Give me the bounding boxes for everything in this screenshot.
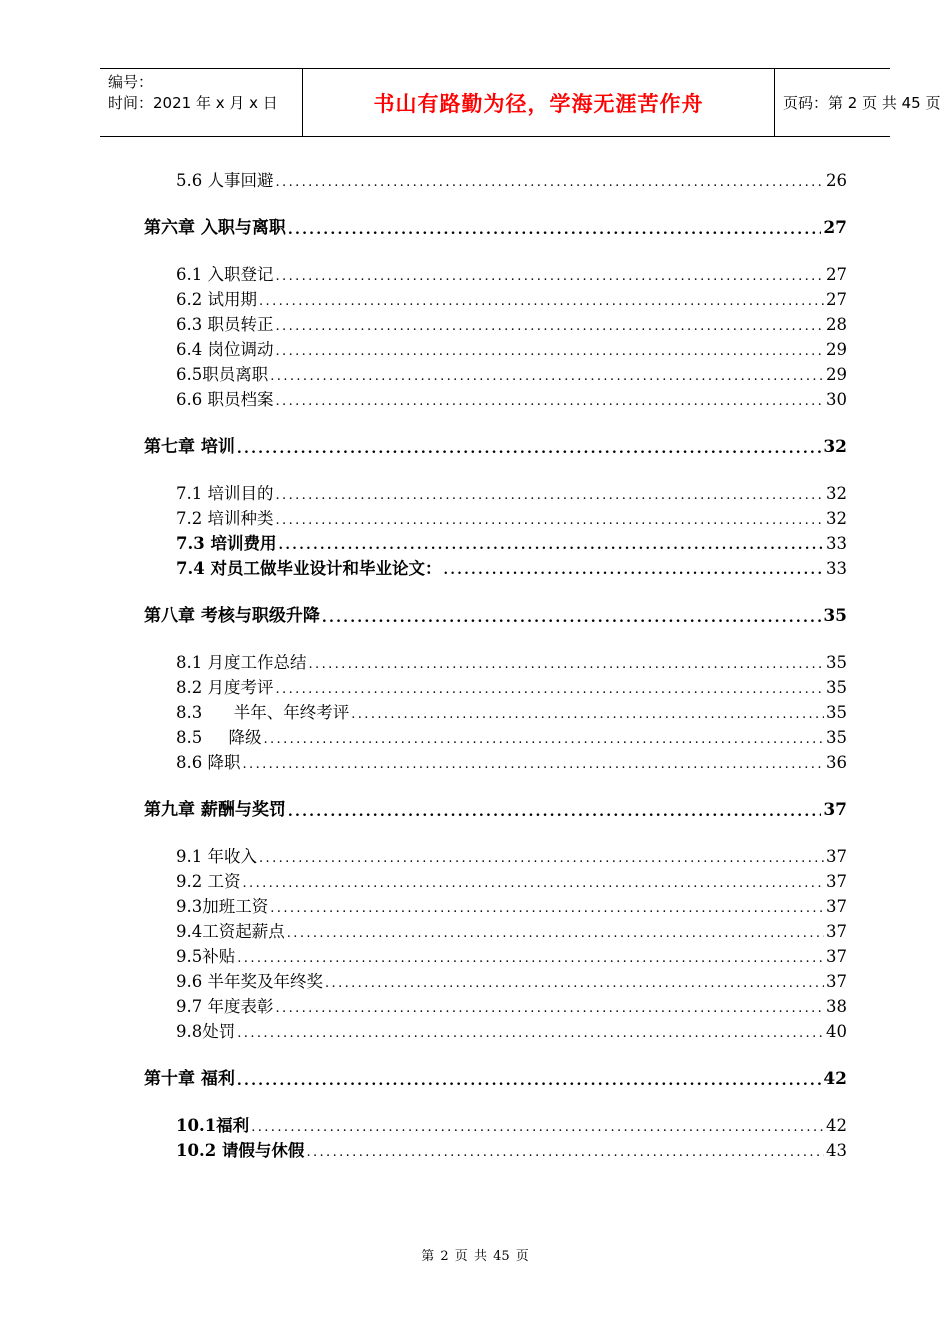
leader-dots bbox=[276, 174, 825, 192]
toc-entry-6-6[interactable] bbox=[176, 389, 847, 411]
toc-chapter-8[interactable] bbox=[144, 605, 847, 627]
toc-entry-label: 7.3 培训费用 bbox=[176, 534, 277, 553]
toc-page-number: 32 bbox=[826, 509, 847, 528]
toc-entry-8-5[interactable] bbox=[176, 727, 847, 749]
toc-entry-label: 9.5补贴 bbox=[176, 947, 236, 966]
page-footer bbox=[0, 1245, 950, 1264]
footer-total-pages: 45 bbox=[493, 1249, 510, 1264]
toc-page-number: 27 bbox=[823, 218, 847, 238]
toc-page-number: 37 bbox=[826, 847, 847, 866]
toc-page-number: 32 bbox=[823, 437, 847, 457]
toc-entry-9-6[interactable] bbox=[176, 971, 847, 993]
header-page-info: 页码：第 2 页 共 45 页 bbox=[783, 94, 941, 112]
toc-entry-label: 9.7 年度表彰 bbox=[176, 997, 274, 1016]
toc-entry-9-1[interactable] bbox=[176, 846, 847, 868]
leader-dots bbox=[287, 925, 824, 943]
leader-dots bbox=[276, 393, 825, 411]
leader-dots bbox=[306, 1144, 824, 1162]
leader-dots bbox=[243, 756, 825, 774]
toc-chapter-7[interactable] bbox=[144, 436, 847, 458]
toc-page-number: 38 bbox=[826, 997, 847, 1016]
toc-page-number: 29 bbox=[826, 365, 847, 384]
toc-entry-label: 7.4 对员工做毕业设计和毕业论文： bbox=[176, 559, 442, 578]
toc-entry-5-6[interactable] bbox=[176, 170, 847, 192]
toc-page-number: 33 bbox=[826, 559, 847, 578]
toc-entry-label: 7.1 培训目的 bbox=[176, 484, 274, 503]
toc-entry-label: 9.1 年收入 bbox=[176, 847, 257, 866]
toc-entry-8-1[interactable] bbox=[176, 652, 847, 674]
date-label: 时间：2021 年 x 月 x 日 bbox=[108, 94, 278, 112]
toc-entry-7-4[interactable] bbox=[176, 558, 847, 580]
toc-entry-8-6[interactable] bbox=[176, 752, 847, 774]
leader-dots bbox=[243, 875, 825, 893]
toc-entry-label: 9.8处罚 bbox=[176, 1022, 236, 1041]
toc-entry-label: 7.2 培训种类 bbox=[176, 509, 274, 528]
toc-entry-6-3[interactable] bbox=[176, 314, 847, 336]
leader-dots bbox=[263, 731, 824, 749]
toc-entry-9-7[interactable] bbox=[176, 996, 847, 1018]
footer-ye: 页 bbox=[454, 1249, 468, 1264]
toc-entry-label: 9.6 半年奖及年终奖 bbox=[176, 972, 323, 991]
footer-gong: 共 bbox=[473, 1249, 487, 1264]
toc-page-number: 35 bbox=[826, 678, 847, 697]
toc-page-number: 37 bbox=[823, 800, 847, 820]
toc-entry-label: 5.6 人事回避 bbox=[176, 171, 274, 190]
toc-page-number: 35 bbox=[826, 703, 847, 722]
toc-entry-6-4[interactable] bbox=[176, 339, 847, 361]
leader-dots bbox=[251, 1119, 824, 1137]
leader-dots bbox=[237, 950, 824, 968]
leader-dots bbox=[259, 293, 824, 311]
leader-dots bbox=[270, 900, 824, 918]
toc-entry-10-2[interactable] bbox=[176, 1140, 847, 1162]
toc-page-number: 36 bbox=[826, 753, 847, 772]
toc-entry-label: 8.5 降级 bbox=[176, 728, 262, 747]
toc-entry-7-3[interactable] bbox=[176, 533, 847, 555]
toc-entry-label: 10.2 请假与休假 bbox=[176, 1141, 305, 1160]
toc-entry-10-1[interactable] bbox=[176, 1115, 847, 1137]
leader-dots bbox=[276, 268, 825, 286]
toc-entry-9-5[interactable] bbox=[176, 946, 847, 968]
toc-page-number: 40 bbox=[826, 1022, 847, 1041]
toc-page-number: 35 bbox=[823, 606, 847, 626]
toc-entry-label: 9.4工资起薪点 bbox=[176, 922, 285, 941]
toc-chapter-label: 第七章 培训 bbox=[144, 437, 235, 457]
toc-page-number: 35 bbox=[826, 653, 847, 672]
toc-entry-9-3[interactable] bbox=[176, 896, 847, 918]
toc-page-number: 43 bbox=[826, 1141, 847, 1160]
leader-dots bbox=[325, 975, 824, 993]
footer-di: 第 bbox=[421, 1249, 435, 1264]
leader-dots bbox=[276, 318, 825, 336]
toc-page-number: 35 bbox=[826, 728, 847, 747]
leader-dots bbox=[443, 562, 824, 580]
serial-number-label: 编号： bbox=[108, 73, 154, 91]
toc-chapter-10[interactable] bbox=[144, 1068, 847, 1090]
footer-ye2: 页 bbox=[515, 1249, 529, 1264]
toc-page-number: 32 bbox=[826, 484, 847, 503]
toc-page-number: 30 bbox=[826, 390, 847, 409]
leader-dots bbox=[237, 440, 821, 458]
leader-dots bbox=[322, 609, 821, 627]
toc-entry-label: 9.3加班工资 bbox=[176, 897, 269, 916]
leader-dots bbox=[237, 1025, 824, 1043]
toc-entry-8-2[interactable] bbox=[176, 677, 847, 699]
toc-page-number: 42 bbox=[826, 1116, 847, 1135]
toc-chapter-label: 第九章 薪酬与奖罚 bbox=[144, 800, 286, 820]
leader-dots bbox=[351, 706, 824, 724]
toc-chapter-label: 第八章 考核与职级升降 bbox=[144, 606, 320, 626]
leader-dots bbox=[276, 487, 825, 505]
toc-page-number: 27 bbox=[826, 290, 847, 309]
toc-page-number: 37 bbox=[826, 947, 847, 966]
toc-entry-6-1[interactable] bbox=[176, 264, 847, 286]
leader-dots bbox=[276, 681, 825, 699]
toc-chapter-9[interactable] bbox=[144, 799, 847, 821]
toc-entry-label: 8.3 半年、年终考评 bbox=[176, 703, 350, 722]
leader-dots bbox=[270, 368, 824, 386]
toc-entry-7-1[interactable] bbox=[176, 483, 847, 505]
toc-page-number: 28 bbox=[826, 315, 847, 334]
toc-entry-label: 8.1 月度工作总结 bbox=[176, 653, 307, 672]
toc-page-number: 37 bbox=[826, 972, 847, 991]
toc-entry-label: 6.6 职员档案 bbox=[176, 390, 274, 409]
toc-page-number: 33 bbox=[826, 534, 847, 553]
toc-entry-label: 8.2 月度考评 bbox=[176, 678, 274, 697]
toc-entry-9-2[interactable] bbox=[176, 871, 847, 893]
leader-dots bbox=[278, 537, 824, 555]
leader-dots bbox=[288, 803, 821, 821]
toc-page-number: 29 bbox=[826, 340, 847, 359]
leader-dots bbox=[309, 656, 825, 674]
toc-page-number: 37 bbox=[826, 897, 847, 916]
toc-entry-label: 6.2 试用期 bbox=[176, 290, 257, 309]
footer-page-number: 2 bbox=[440, 1249, 449, 1264]
toc-page-number: 37 bbox=[826, 922, 847, 941]
header-motto: 书山有路勤为径，学海无涯苦作舟 bbox=[373, 91, 704, 116]
toc-entry-8-3[interactable] bbox=[176, 702, 847, 724]
toc-page-number: 42 bbox=[823, 1069, 847, 1089]
leader-dots bbox=[288, 221, 821, 239]
leader-dots bbox=[259, 850, 824, 868]
toc-entry-label: 6.4 岗位调动 bbox=[176, 340, 274, 359]
toc-page-number: 37 bbox=[826, 872, 847, 891]
toc-entry-label: 9.2 工资 bbox=[176, 872, 241, 891]
leader-dots bbox=[276, 512, 825, 530]
toc-page-number: 26 bbox=[826, 171, 847, 190]
toc-entry-label: 6.1 入职登记 bbox=[176, 265, 274, 284]
leader-dots bbox=[276, 343, 825, 361]
toc-entry-9-8[interactable] bbox=[176, 1021, 847, 1043]
toc-chapter-label: 第六章 入职与离职 bbox=[144, 218, 286, 238]
leader-dots bbox=[276, 1000, 825, 1018]
toc-entry-label: 8.6 降职 bbox=[176, 753, 241, 772]
toc-page-number: 27 bbox=[826, 265, 847, 284]
toc-entry-label: 6.3 职员转正 bbox=[176, 315, 274, 334]
toc-entry-6-2[interactable] bbox=[176, 289, 847, 311]
toc-entry-9-4[interactable] bbox=[176, 921, 847, 943]
leader-dots bbox=[237, 1072, 821, 1090]
toc-chapter-6[interactable] bbox=[144, 217, 847, 239]
toc-chapter-label: 第十章 福利 bbox=[144, 1069, 235, 1089]
toc-entry-label: 6.5职员离职 bbox=[176, 365, 269, 384]
toc-entry-6-5[interactable] bbox=[176, 364, 847, 386]
toc-entry-7-2[interactable] bbox=[176, 508, 847, 530]
toc-entry-label: 10.1福利 bbox=[176, 1116, 250, 1135]
